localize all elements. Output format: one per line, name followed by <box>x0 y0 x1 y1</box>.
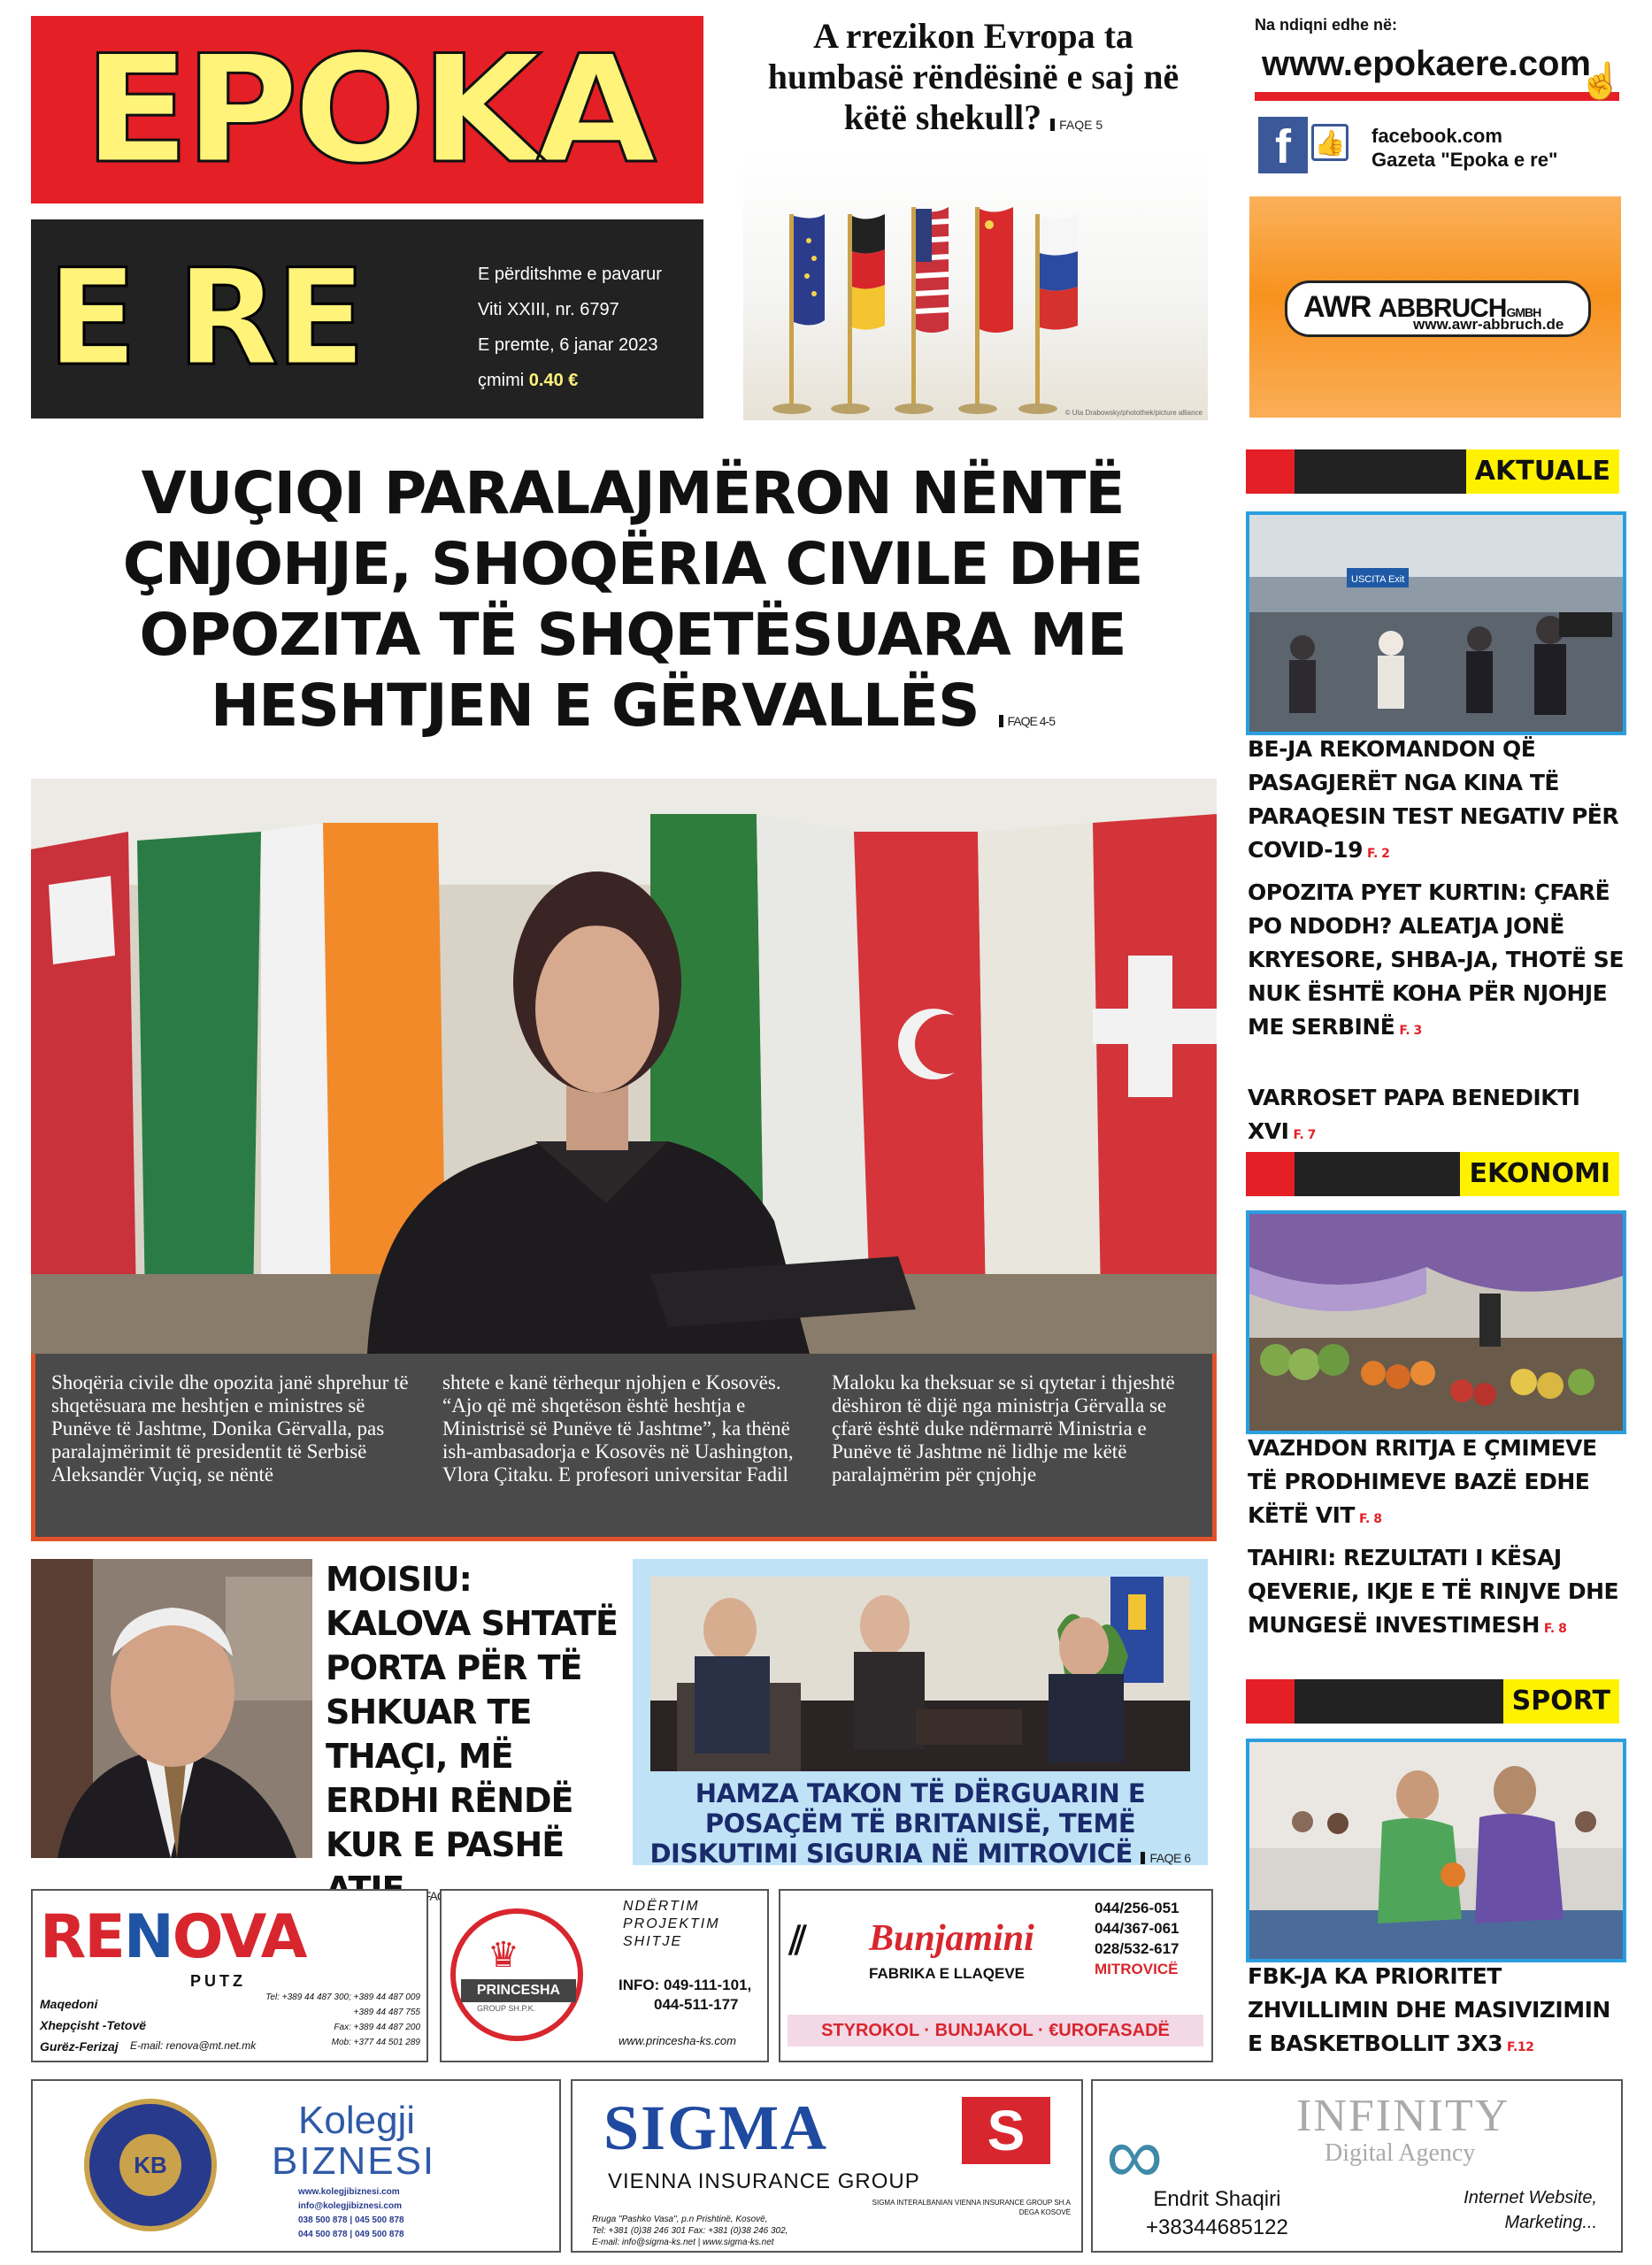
ad-bunjamini[interactable] <box>779 1889 1213 2062</box>
price-value: 0.40 € <box>528 371 579 390</box>
masthead-tagline: E përditshme e pavarur <box>478 265 662 284</box>
airport-sign: USCITA Exit <box>1351 574 1405 585</box>
infinity-name2: Digital Agency <box>1325 2139 1476 2167</box>
caption-column-1: Shoqëria civile dhe opozita janë shprehur të shqetësuara me heshtjen e ministres së Punëve të Jashtme, Donika Gërvalla, pas paralajmërimit të presidentit të Serbisë Aleksandër Vuçiq, se nëntë <box>51 1371 409 1486</box>
renova-putz: PUTZ <box>190 1972 246 1990</box>
story-opozita-kurti-ref: F. 3 <box>1399 1024 1422 1038</box>
flag-usa <box>911 207 949 409</box>
story-opozita-kurti-text: OPOZITA PYET KURTIN: ÇFARË PO NDODH? ALEATJA JONË KRYESORE, SHBA-JA, THOTË SE NUK ËSHTË KOHA PËR NJOHJE ME SERBINË <box>1248 879 1624 1040</box>
story-covid-test-text: BE-JA REKOMANDON QË PASAGJERËT NGA KINA TË PARAQESIN TEST NEGATIV PËR COVID-19 <box>1248 736 1619 863</box>
teaser-headline-text: A rrezikon Evropa ta humbasë rëndësinë e saj në këtë shekull? <box>767 16 1179 137</box>
infinity-name1: INFINITY <box>1296 2091 1510 2141</box>
masthead-info <box>478 257 662 398</box>
renova-email[interactable]: E-mail: renova@mt.net.mk <box>130 2039 257 2052</box>
main-photo-gervalla[interactable] <box>31 779 1217 1354</box>
princesha-services: NDËRTIM PROJEKTIM SHITJE <box>623 1899 720 1949</box>
kolegji-seal <box>84 2099 217 2231</box>
story-cmimet-ref: F. 8 <box>1359 1512 1382 1526</box>
story-papa-benedikti-text: VARROSET PAPA BENEDIKTI XVI <box>1248 1085 1580 1144</box>
awr-url: www.awr-abbruch.de <box>1413 316 1564 333</box>
hamza-photo <box>650 1577 1190 1771</box>
main-headline-text: VUÇIQI PARALAJMËRON NËNTË ÇNJOHJE, SHOQËRIA CIVILE DHE OPOZITA TË SHQETËSUARA ME HESHTJEN E GËRVALLËS <box>122 459 1143 740</box>
story-covid-test-ref: F. 2 <box>1366 847 1390 861</box>
story-tahiri[interactable] <box>1248 1541 1624 1646</box>
story-cmimet[interactable] <box>1248 1432 1624 1536</box>
story-opozita-kurti[interactable] <box>1248 876 1624 1048</box>
bunjamini-stripes-icon: ⫽ <box>789 1919 807 1962</box>
renova-cities: Maqedoni Xhepçisht -Tetovë Gurëz-Ferizaj <box>40 1997 147 2054</box>
infinity-person: Endrit Shaqiri +38344685122 <box>1146 2187 1288 2239</box>
masthead-issue: Viti XXIII, nr. 6797 <box>478 300 619 319</box>
flag-china <box>975 207 1013 409</box>
sigma-name: SIGMA <box>603 2092 829 2163</box>
hamza-photo-illustration <box>650 1577 1190 1771</box>
bunjamini-products: STYROKOL · BUNJAKOL · €UROFASADË <box>788 2015 1203 2046</box>
ad-kolegji-biznesi[interactable] <box>31 2079 561 2253</box>
infinity-services: Internet Website, Marketing... <box>1464 2188 1597 2232</box>
bunjamini-name: Bunjamini <box>869 1918 1034 1959</box>
hamza-story[interactable] <box>633 1559 1208 1869</box>
thumbs-up-icon: 👍 <box>1311 124 1348 161</box>
facebook-line2: Gazeta "Epoka e re" <box>1372 149 1558 171</box>
story-papa-benedikti[interactable] <box>1248 1081 1624 1152</box>
flags-illustration <box>743 152 1208 420</box>
masthead-title-top <box>31 16 703 203</box>
crown-icon: ♛ <box>488 1936 519 1975</box>
airport-illustration <box>1249 515 1623 732</box>
renova-logo: RENOVA <box>40 1902 306 1972</box>
main-page-ref: FAQE 4-5 <box>999 714 1055 728</box>
sigma-sub: VIENNA INSURANCE GROUP <box>608 2169 920 2193</box>
follow-label: Na ndiqni edhe në: <box>1255 16 1398 34</box>
aktuale-photo-airport[interactable] <box>1246 511 1626 735</box>
infinity-logo-icon: ∞ <box>1106 2112 1164 2200</box>
section-label-sport: SPORT <box>1503 1679 1619 1724</box>
price-label: çmimi <box>478 371 525 390</box>
section-label-ekonomi: EKONOMI <box>1460 1152 1619 1196</box>
hamza-headline <box>642 1778 1199 1873</box>
story-papa-benedikti-ref: F. 7 <box>1293 1128 1316 1142</box>
ad-princesha[interactable] <box>440 1889 769 2062</box>
main-photo-caption <box>31 1354 1217 1541</box>
basketball-illustration <box>1249 1742 1623 1959</box>
section-header-aktuale[interactable] <box>1246 449 1619 494</box>
story-tahiri-ref: F. 8 <box>1543 1622 1567 1636</box>
website-link[interactable] <box>1255 37 1623 101</box>
website-url: www.epokaere.com <box>1262 44 1591 83</box>
kolegji-seal-center: KB <box>119 2134 181 2196</box>
ad-sigma[interactable] <box>571 2079 1083 2253</box>
caption-column-3: Maloku ka theksuar se si qytetar i thjeshtë dëshiron të dijë nga ministrja Gërvalla se çfarë është duke ndërmarrë Ministria e Punëve të Jashtme në lidhje me këtë paralajmërim për çnjohje <box>832 1371 1175 1486</box>
awr-logo: AWR ABBRUCHGMBH <box>1303 290 1541 324</box>
story-cmimet-text: VAZHDON RRITJA E ÇMIMEVE TË PRODHIMEVE BAZË EDHE KËTË VIT <box>1248 1435 1597 1528</box>
story-basketboll-3x3[interactable] <box>1248 1960 1624 2064</box>
section-marker <box>1246 1679 1295 1724</box>
moisiu-headline[interactable] <box>326 1557 618 1918</box>
ekonomi-photo-market[interactable] <box>1246 1210 1626 1434</box>
moisiu-headline-text: MOISIU: KALOVA SHTATË PORTA PËR TË SHKUAR TE THAÇI, MË ERDHI RËNDË KUR E PASHË <box>326 1560 618 1864</box>
flag-germany <box>848 214 885 409</box>
sigma-logo-icon: S <box>962 2097 1050 2164</box>
section-header-sport[interactable] <box>1246 1679 1619 1724</box>
section-header-ekonomi[interactable] <box>1246 1152 1619 1196</box>
market-illustration <box>1249 1214 1623 1431</box>
kolegji-contacts: www.kolegjibiznesi.com info@kolegjibiznesi.com 038 500 878 | 045 500 878 044 500 878 | 049 500 878 <box>298 2187 404 2239</box>
masthead-title-text-top: EPOKA <box>83 23 651 196</box>
moisiu-page-ref: FAQE <box>415 1889 462 1903</box>
story-basketboll-3x3-ref: F.12 <box>1507 2040 1534 2054</box>
story-basketboll-3x3-text: FBK-JA KA PRIORITET ZHVILLIMIN DHE MASIVIZIMIN E BASKETBOLLIT 3X3 <box>1248 1963 1610 2056</box>
sigma-company: SIGMA INTERALBANIAN VIENNA INSURANCE GROUP SH.A DEGA KOSOVË <box>872 2199 1071 2216</box>
teaser-photo-flags[interactable] <box>743 152 1208 420</box>
main-headline[interactable] <box>53 458 1212 756</box>
princesha-sub: GROUP SH.P.K. <box>477 2004 536 2013</box>
teaser-page-ref: FAQE 5 <box>1050 118 1103 132</box>
princesha-name: PRINCESHA <box>461 1979 576 2002</box>
sport-photo-basketball[interactable] <box>1246 1739 1626 1962</box>
teaser-photo-credit: © Uta Drabowsky/photothek/picture alliance <box>1064 409 1203 417</box>
masthead-price-row <box>478 363 662 398</box>
moisiu-photo-illustration <box>31 1559 312 1858</box>
princesha-info: INFO: 049-111-101, 044-511-177 <box>619 1977 752 2013</box>
teaser-headline[interactable] <box>743 16 1203 145</box>
section-label-aktuale: AKTUALE <box>1466 449 1619 494</box>
hamza-headline-text: HAMZA TAKON TË DËRGUARIN E POSAÇËM TË BRITANISË, TEMË DISKUTIMI SIGURIA NË MITROVICË <box>649 1778 1146 1869</box>
section-marker <box>1246 1152 1295 1196</box>
kolegji-name1: Kolegji <box>298 2099 416 2142</box>
sigma-contacts: Rruga "Pashko Vasa", p.n Prishtinë, Kosovë, Tel: +381 (0)38 246 301 Fax: +381 (0)38 246 302, E-mail: info@sigma-ks.net | www.sigma-ks.net <box>592 2215 788 2247</box>
story-covid-test[interactable] <box>1248 733 1624 871</box>
masthead-date: E premte, 6 janar 2023 <box>478 335 658 355</box>
kolegji-name2: BIZNESI <box>272 2139 436 2183</box>
flag-russia <box>1035 214 1078 409</box>
renova-contacts: Tel: +389 44 487 300; +389 44 487 009 +389 44 487 755 Fax: +389 44 487 200 Mob: +377 44 501 289 <box>265 1992 420 2047</box>
ad-infinity[interactable] <box>1091 2079 1623 2253</box>
main-photo-illustration <box>31 779 1217 1354</box>
hamza-page-ref: FAQE 6 <box>1141 1851 1190 1865</box>
masthead-title-text-bottom: E RE <box>47 242 363 395</box>
facebook-link[interactable] <box>1372 124 1557 172</box>
story-tahiri-text: TAHIRI: REZULTATI I KËSAJ QEVERIE, IKJE E TË RINJVE DHE MUNGESË INVESTIMESH <box>1248 1545 1619 1638</box>
facebook-icon[interactable]: f <box>1258 117 1308 173</box>
bunjamini-sub: FABRIKA E LLAQEVE <box>869 1965 1025 1982</box>
princesha-web[interactable]: www.princesha-ks.com <box>619 2034 736 2047</box>
flag-eu <box>789 214 825 409</box>
cursor-hand-icon: ☝ <box>1579 62 1623 101</box>
ad-awr-abbruch[interactable] <box>1249 196 1621 418</box>
section-marker <box>1246 449 1295 494</box>
caption-column-2: shtete e kanë tërhequr njohjen e Kosovës. “Ajo që më shqetëson është heshtja e Ministrisë së Punëve të Jashtme”, ka thënë ish-ambasadorja e Kosovës në Uashington, Vlora Çitaku. E profesori universitar Fadil <box>442 1371 794 1486</box>
masthead-title-bottom <box>31 219 703 418</box>
facebook-line1: facebook.com <box>1372 125 1502 147</box>
ad-renova[interactable] <box>31 1889 428 2062</box>
moisiu-photo[interactable] <box>31 1559 312 1858</box>
bunjamini-phones: 044/256-051 044/367-061 028/532-617 MITROVICË <box>1095 1900 1179 1977</box>
